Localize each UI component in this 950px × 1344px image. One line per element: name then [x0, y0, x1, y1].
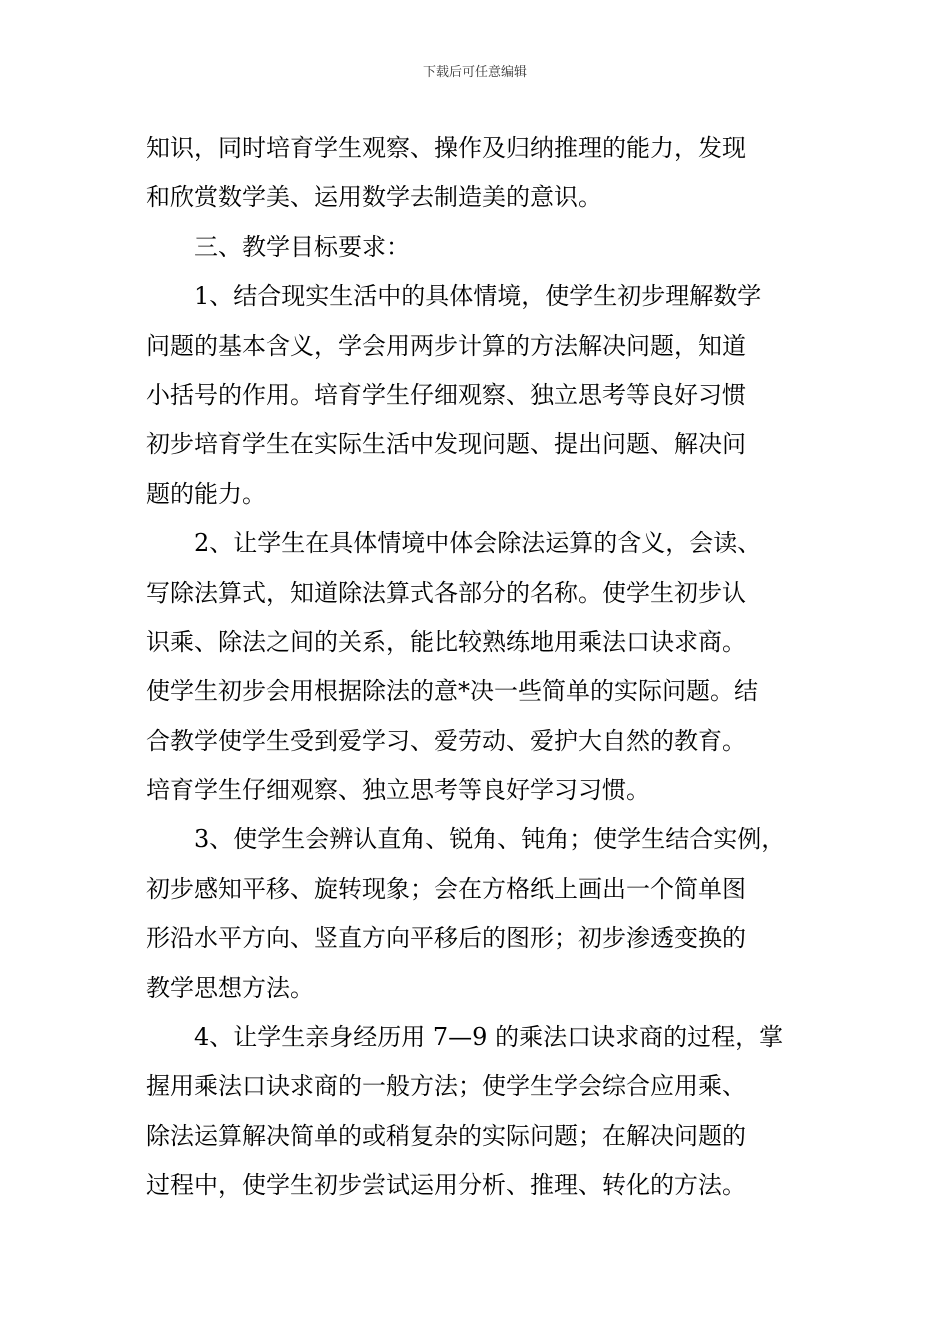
- text-line: 初步感知平移、旋转现象；会在方格纸上画出一个简单图: [146, 874, 746, 903]
- text-line: 题的能力。: [146, 479, 266, 508]
- text-line: 合教学使学生受到爱学习、爱劳动、爱护大自然的教育。: [146, 726, 746, 755]
- text-line: 和欣赏数学美、运用数学去制造美的意识。: [146, 183, 602, 212]
- text-line: 教学思想方法。: [146, 973, 314, 1002]
- text-line: 3、使学生会辨认直角、锐角、钝角；使学生结合实例，: [194, 825, 786, 854]
- section-heading: 三、教学目标要求：: [194, 232, 410, 261]
- text-line: 初步培育学生在实际生活中发现问题、提出问题、解决问: [146, 430, 746, 459]
- text-line: 识乘、除法之间的关系，能比较熟练地用乘法口诀求商。: [146, 627, 746, 656]
- document-body: [146, 124, 810, 1211]
- text-line: 4、让学生亲身经历用 7—9 的乘法口诀求商的过程，掌: [194, 1023, 784, 1052]
- text-line: 使学生初步会用根据除法的意*决一些简单的实际问题。结: [146, 677, 758, 706]
- text-line: 除法运算解决简单的或稍复杂的实际问题；在解决问题的: [146, 1121, 746, 1150]
- text-line: 握用乘法口诀求商的一般方法；使学生学会综合应用乘、: [146, 1072, 746, 1101]
- text-line: 2、让学生在具体情境中体会除法运算的含义，会读、: [194, 529, 762, 558]
- text-line: 知识，同时培育学生观察、操作及归纳推理的能力，发现: [146, 134, 746, 162]
- text-line: 写除法算式，知道除法算式各部分的名称。使学生初步认: [146, 578, 746, 607]
- text-line: 过程中，使学生初步尝试运用分析、推理、转化的方法。: [146, 1171, 746, 1200]
- text-line: 小括号的作用。培育学生仔细观察、独立思考等良好习惯: [146, 380, 746, 409]
- page-header: 下载后可任意编辑: [422, 65, 527, 80]
- text-line: 问题的基本含义，学会用两步计算的方法解决问题，知道: [146, 331, 746, 360]
- text-line: 1、结合现实生活中的具体情境，使学生初步理解数学: [194, 282, 762, 311]
- text-line: 形沿水平方向、竖直方向平移后的图形；初步渗透变换的: [146, 924, 746, 953]
- text-line: 培育学生仔细观察、独立思考等良好学习习惯。: [146, 776, 650, 805]
